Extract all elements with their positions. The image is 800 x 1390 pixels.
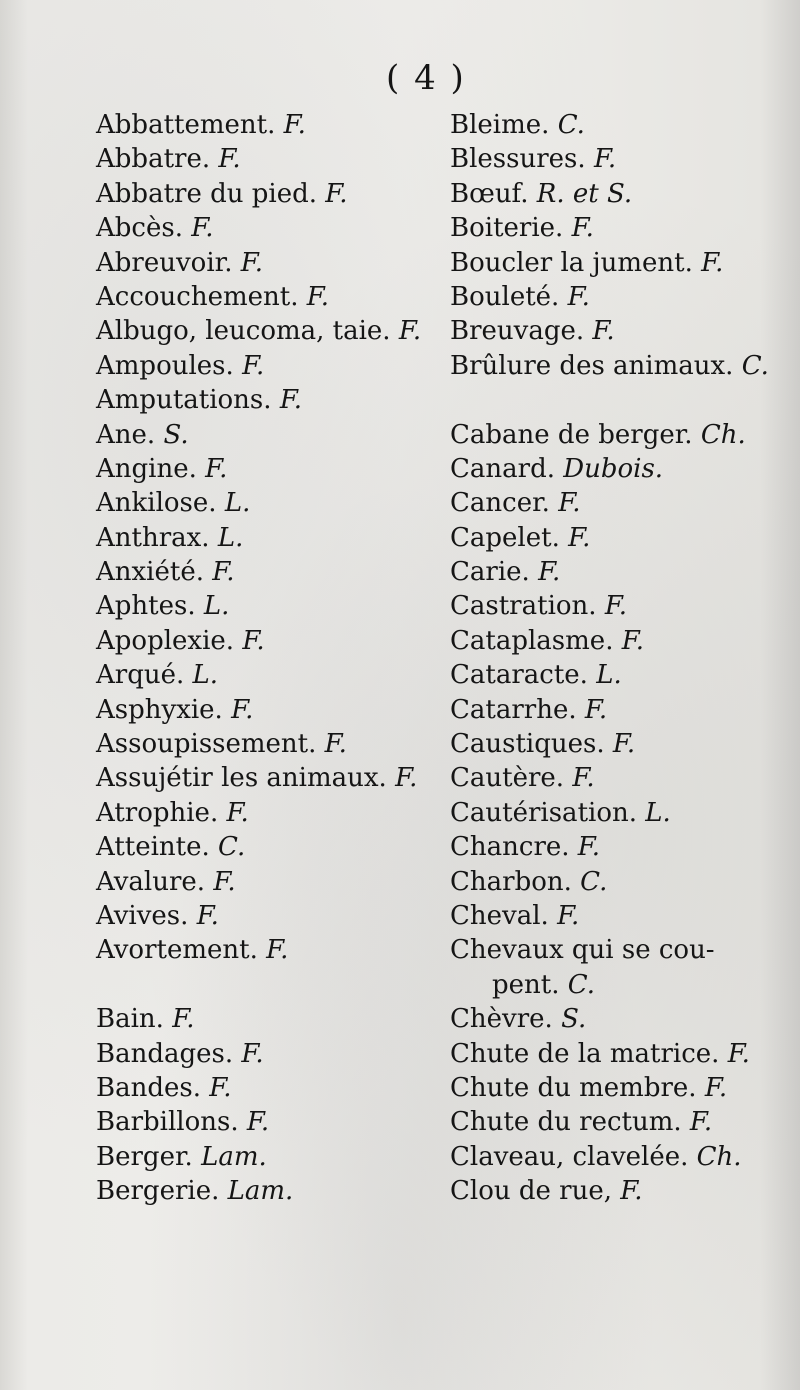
index-entry bbox=[450, 486, 790, 520]
entry-term: Chancre. bbox=[450, 832, 570, 863]
entry-source: F. bbox=[557, 900, 580, 931]
index-entry bbox=[450, 452, 790, 486]
entry-term: Anthrax. bbox=[96, 522, 210, 553]
entry-term: Atteinte. bbox=[96, 832, 210, 863]
entry-term: Chute du membre. bbox=[450, 1072, 697, 1103]
entry-source: F. bbox=[704, 1072, 728, 1103]
entry-term: Cataracte. bbox=[450, 660, 588, 691]
entry-term: Atrophie. bbox=[96, 797, 219, 828]
index-entry bbox=[96, 383, 436, 417]
entry-source: F. bbox=[283, 110, 306, 140]
index-entry bbox=[96, 865, 436, 899]
entry-term: Clou de rue, bbox=[450, 1176, 612, 1207]
index-entry bbox=[96, 899, 436, 933]
entry-source: C. bbox=[741, 350, 769, 381]
entry-source: C. bbox=[218, 832, 246, 863]
entry-source: F. bbox=[592, 316, 615, 347]
index-entry bbox=[450, 1105, 790, 1139]
entry-source: F. bbox=[593, 144, 617, 175]
entry-source: S. bbox=[163, 419, 189, 450]
index-entry bbox=[96, 1037, 436, 1071]
entry-source: F. bbox=[279, 385, 303, 416]
index-entry bbox=[450, 1037, 790, 1071]
index-entry bbox=[96, 589, 436, 623]
index-entry bbox=[96, 177, 436, 211]
index-entry bbox=[96, 246, 436, 280]
index-entry bbox=[96, 624, 436, 658]
entry-source: F. bbox=[577, 832, 601, 863]
entry-source: L. bbox=[224, 488, 251, 519]
index-entry bbox=[96, 452, 436, 486]
index-entry bbox=[450, 1002, 790, 1036]
entry-term: Albugo, leucoma, taie. bbox=[96, 316, 391, 347]
entry-term: Accouchement. bbox=[96, 281, 299, 312]
entry-term: Amputations. bbox=[96, 385, 272, 416]
entry-term: Catarrhe. bbox=[450, 694, 577, 725]
entry-source: F. bbox=[266, 935, 289, 966]
entry-source: F. bbox=[191, 213, 214, 244]
index-entry bbox=[96, 1105, 436, 1139]
index-entry bbox=[96, 796, 436, 830]
entry-term: Bœuf. bbox=[450, 178, 529, 209]
index-entry bbox=[450, 418, 790, 452]
index-entry bbox=[96, 1174, 436, 1208]
index-entry bbox=[450, 555, 790, 589]
entry-source: F. bbox=[701, 247, 724, 278]
entry-term: Abcès. bbox=[96, 213, 183, 244]
index-entry bbox=[96, 280, 436, 314]
entry-source: F. bbox=[209, 1072, 232, 1103]
entry-term: Ankilose. bbox=[96, 488, 217, 519]
entry-term: Cautère. bbox=[450, 763, 565, 794]
entry-source: F. bbox=[240, 247, 264, 278]
index-entry bbox=[450, 933, 790, 967]
index-entry bbox=[96, 521, 436, 555]
index-entry bbox=[450, 349, 790, 383]
index-entry bbox=[450, 108, 790, 142]
index-entry bbox=[96, 1002, 436, 1036]
entry-term: Carie. bbox=[450, 557, 530, 588]
entry-source: F. bbox=[196, 900, 219, 931]
index-entry bbox=[450, 521, 790, 555]
index-entry bbox=[450, 314, 790, 348]
entry-source: F. bbox=[604, 591, 628, 622]
entry-source: F. bbox=[689, 1107, 713, 1138]
entry-term: Cheval. bbox=[450, 900, 549, 931]
entry-term: Capelet. bbox=[450, 522, 560, 553]
index-entry bbox=[450, 658, 790, 692]
entry-term: Cancer. bbox=[450, 488, 550, 519]
entry-source: F. bbox=[584, 694, 608, 725]
entry-term: Abreuvoir. bbox=[96, 247, 233, 278]
entry-term: Chute de la matrice. bbox=[450, 1038, 720, 1069]
index-entry bbox=[450, 693, 790, 727]
entry-source: F. bbox=[246, 1107, 270, 1138]
entry-term: Caustiques. bbox=[450, 729, 605, 760]
index-entry bbox=[96, 1071, 436, 1105]
entry-source: Ch. bbox=[700, 419, 746, 450]
entry-term: Breuvage. bbox=[450, 316, 585, 347]
index-entry bbox=[450, 899, 790, 933]
page-number: ( 4 ) bbox=[386, 58, 466, 98]
index-entry bbox=[96, 142, 436, 176]
entry-term: Bain. bbox=[96, 1004, 164, 1035]
index-entry bbox=[96, 1140, 436, 1174]
right-column bbox=[450, 108, 790, 1209]
entry-source: F. bbox=[538, 557, 561, 588]
entry-source: F. bbox=[213, 866, 236, 897]
entry-source: F. bbox=[324, 729, 347, 760]
entry-source: F. bbox=[241, 1038, 264, 1069]
entry-source: F. bbox=[567, 281, 590, 312]
entry-source: F. bbox=[558, 488, 581, 519]
entry-source: Ch. bbox=[696, 1141, 742, 1172]
entry-source: F. bbox=[218, 144, 241, 175]
entry-term: Abbattement. bbox=[96, 110, 276, 140]
left-column bbox=[96, 108, 436, 1209]
entry-term: Canard. bbox=[450, 453, 555, 484]
entry-term: Assujétir les animaux. bbox=[96, 763, 387, 794]
entry-term: Apoplexie. bbox=[96, 625, 235, 656]
index-entry bbox=[450, 589, 790, 623]
entry-source: F. bbox=[212, 557, 235, 588]
entry-term: Avalure. bbox=[96, 866, 206, 897]
entry-source: F. bbox=[395, 763, 418, 794]
entry-term: Claveau, clavelée. bbox=[450, 1141, 689, 1172]
index-entry bbox=[96, 418, 436, 452]
entry-source: F. bbox=[621, 625, 644, 656]
entry-term: Bergerie. bbox=[96, 1176, 220, 1207]
index-entry bbox=[96, 314, 436, 348]
entry-term: Barbillons. bbox=[96, 1107, 239, 1138]
entry-term: Charbon. bbox=[450, 866, 572, 897]
entry-source: F. bbox=[242, 350, 265, 381]
entry-term: Brûlure des animaux. bbox=[450, 350, 734, 381]
entry-term: Aphtes. bbox=[96, 591, 196, 622]
entry-term: Cautérisation. bbox=[450, 797, 637, 828]
entry-source: Lam. bbox=[227, 1176, 294, 1207]
entry-term: Bleime. bbox=[450, 110, 550, 140]
index-entry bbox=[450, 177, 790, 211]
entry-source: F. bbox=[306, 281, 330, 312]
section-gap bbox=[96, 968, 436, 1002]
entry-term: Arqué. bbox=[96, 660, 185, 691]
entry-source: F. bbox=[242, 625, 265, 656]
entry-source: S. bbox=[561, 1004, 587, 1035]
entry-term: Bandages. bbox=[96, 1038, 234, 1069]
entry-term: Cabane de berger. bbox=[450, 419, 693, 450]
index-entry bbox=[450, 796, 790, 830]
entry-source: F. bbox=[172, 1004, 195, 1035]
entry-source: Dubois. bbox=[563, 453, 664, 484]
entry-term: Castration. bbox=[450, 591, 597, 622]
index-entry bbox=[450, 1174, 790, 1208]
entry-term: Ampoules. bbox=[96, 350, 234, 381]
index-entry bbox=[96, 486, 436, 520]
entry-source: F. bbox=[727, 1038, 750, 1069]
index-entry bbox=[450, 968, 790, 1002]
index-entry bbox=[450, 761, 790, 795]
index-entry bbox=[450, 280, 790, 314]
entry-term: Chute du rectum. bbox=[450, 1107, 682, 1138]
index-entry bbox=[96, 108, 436, 142]
index-entry bbox=[96, 211, 436, 245]
entry-term: Boucler la jument. bbox=[450, 247, 693, 278]
entry-source: R. et S. bbox=[536, 178, 633, 209]
index-entry bbox=[450, 624, 790, 658]
entry-term: Bandes. bbox=[96, 1072, 201, 1103]
entry-source: F. bbox=[226, 797, 249, 828]
entry-source: C. bbox=[567, 969, 595, 1000]
entry-term: Asphyxie. bbox=[96, 694, 223, 725]
entry-source: C. bbox=[580, 866, 608, 897]
entry-source: F. bbox=[571, 213, 594, 244]
index-entry bbox=[450, 211, 790, 245]
index-entry bbox=[96, 830, 436, 864]
entry-term: pent. bbox=[492, 969, 560, 1000]
index-entry bbox=[450, 246, 790, 280]
index-entry bbox=[450, 727, 790, 761]
entry-term: Ane. bbox=[96, 419, 156, 450]
index-entry bbox=[450, 865, 790, 899]
index-entry bbox=[96, 658, 436, 692]
entry-term: Abbatre. bbox=[96, 144, 211, 175]
entry-term: Anxiété. bbox=[96, 557, 204, 588]
entry-source: L. bbox=[203, 591, 230, 622]
entry-source: Lam. bbox=[201, 1141, 267, 1172]
index-entry bbox=[450, 142, 790, 176]
entry-term: Assoupissement. bbox=[96, 729, 317, 760]
entry-term: Cataplasme. bbox=[450, 625, 614, 656]
index-entry bbox=[450, 1140, 790, 1174]
index-entry bbox=[450, 1071, 790, 1105]
section-gap bbox=[450, 383, 790, 417]
index-entry bbox=[96, 727, 436, 761]
entry-term: Avortement. bbox=[96, 935, 258, 966]
entry-term: Berger. bbox=[96, 1141, 193, 1172]
index-entry bbox=[96, 555, 436, 589]
entry-source: F. bbox=[620, 1176, 643, 1207]
entry-term: Avives. bbox=[96, 900, 189, 931]
index-entry bbox=[450, 830, 790, 864]
entry-source: L. bbox=[192, 660, 219, 691]
index-entry bbox=[96, 933, 436, 967]
entry-source: F. bbox=[231, 694, 254, 725]
entry-term: Boiterie. bbox=[450, 213, 564, 244]
entry-term: Blessures. bbox=[450, 144, 586, 175]
entry-source: F. bbox=[325, 178, 348, 209]
entry-source: C. bbox=[557, 110, 585, 140]
index-entry bbox=[96, 693, 436, 727]
index-entry bbox=[96, 349, 436, 383]
entry-term: Bouleté. bbox=[450, 281, 560, 312]
entry-source: F. bbox=[572, 763, 595, 794]
entry-source: L. bbox=[596, 660, 622, 691]
entry-term: Chevaux qui se cou- bbox=[450, 935, 715, 966]
entry-source: F. bbox=[205, 453, 228, 484]
entry-source: L. bbox=[645, 797, 671, 828]
entry-source: F. bbox=[398, 316, 422, 347]
entry-term: Abbatre du pied. bbox=[96, 178, 317, 209]
entry-source: F. bbox=[568, 522, 591, 553]
index-entry bbox=[96, 761, 436, 795]
entry-term: Angine. bbox=[96, 453, 197, 484]
entry-source: L. bbox=[217, 522, 244, 553]
entry-term: Chèvre. bbox=[450, 1004, 553, 1035]
entry-source: F. bbox=[612, 729, 636, 760]
